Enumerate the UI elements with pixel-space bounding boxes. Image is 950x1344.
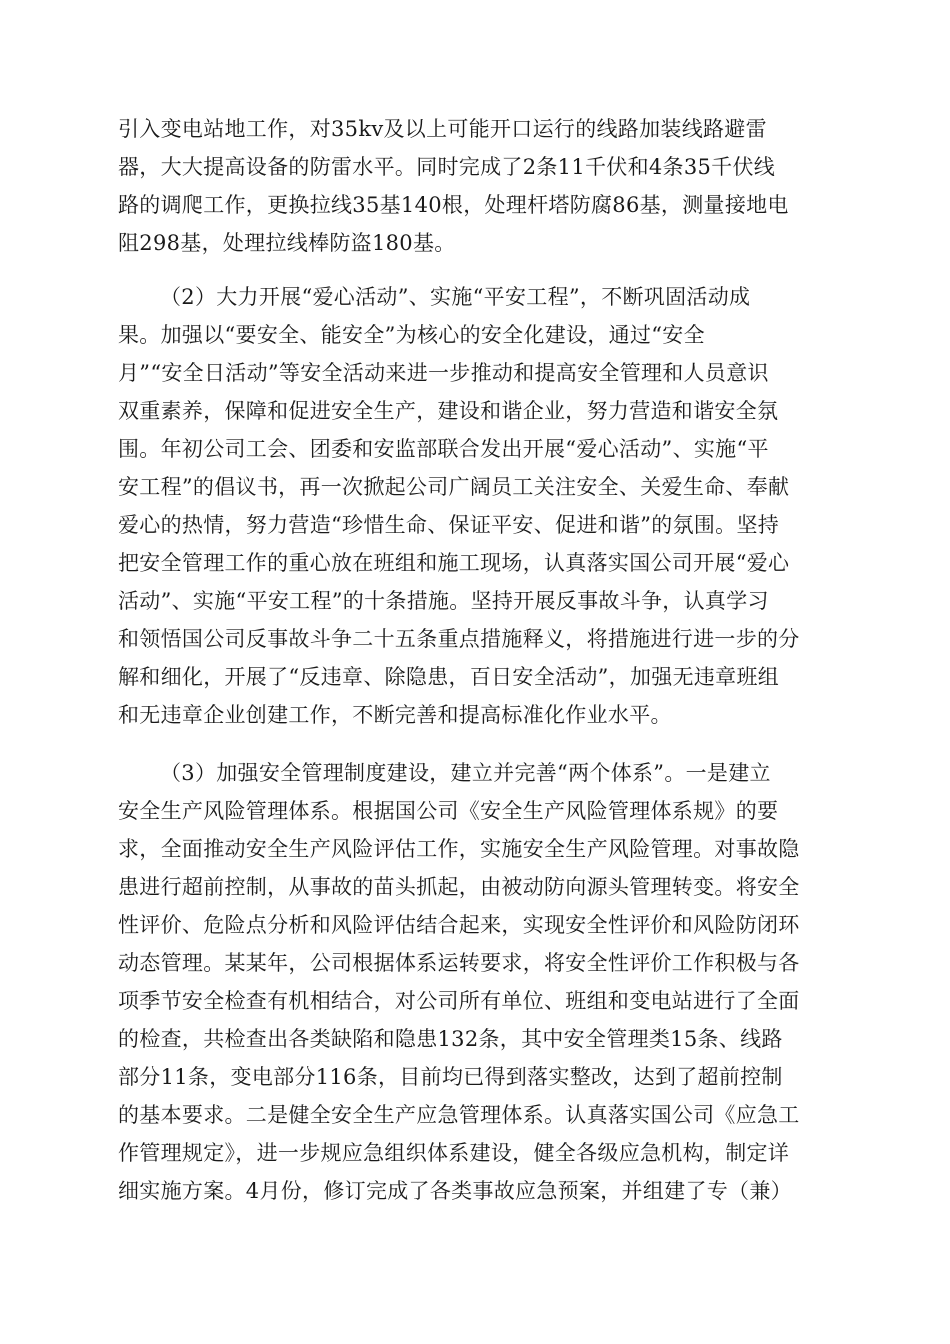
- text-line: 把安全管理工作的重心放在班组和施工现场，认真落实国公司开展“爱心: [118, 551, 790, 575]
- paragraph-3: [118, 754, 838, 1210]
- text-line: 项季节安全检查有机相结合，对公司所有单位、班组和变电站进行了全面: [118, 989, 800, 1013]
- text-line: 活动”、实施“平安工程”的十条措施。坚持开展反事故斗争，认真学习: [118, 589, 769, 613]
- text-line: 和无违章企业创建工作，不断完善和提高标准化作业水平。: [118, 703, 672, 727]
- text-line: 性评价、危险点分析和风险评估结合起来，实现安全性评价和风险防闭环: [118, 913, 800, 937]
- text-line: 的检查，共检查出各类缺陷和隐患132条，其中安全管理类15条、线路: [118, 1027, 783, 1051]
- text-line: 路的调爬工作，更换拉线35基140根，处理杆塔防腐86基，测量接地电: [118, 193, 789, 217]
- text-line: 求，全面推动安全生产风险评估工作，实施安全生产风险管理。对事故隐: [118, 837, 800, 861]
- text-line: 月”“安全日活动”等安全活动来进一步推动和提高安全管理和人员意识: [118, 361, 769, 385]
- text-line: 引入变电站地工作，对35kv及以上可能开口运行的线路加装线路避雷: [118, 117, 767, 141]
- text-line: （2）大力开展“爱心活动”、实施“平安工程”，不断巩固活动成: [160, 285, 751, 309]
- text-line: 患进行超前控制，从事故的苗头抓起，由被动防向源头管理转变。将安全: [118, 875, 800, 899]
- text-line: 围。年初公司工会、团委和安监部联合发出开展“爱心活动”、实施“平: [118, 437, 769, 461]
- text-line: 安工程”的倡议书，再一次掀起公司广阔员工关注安全、关爱生命、奉献: [118, 475, 790, 499]
- text-line: 动态管理。某某年，公司根据体系运转要求，将安全性评价工作积极与各: [118, 951, 800, 975]
- text-line: 解和细化，开展了“反违章、除隐患，百日安全活动”，加强无违章班组: [118, 665, 780, 689]
- text-line: 阻298基，处理拉线棒防盗180基。: [118, 231, 456, 255]
- text-line: 双重素养，保障和促进安全生产，建设和谐企业，努力营造和谐安全氛: [118, 399, 779, 423]
- text-line: 果。加强以“要安全、能安全”为核心的安全化建设，通过“安全: [118, 323, 705, 347]
- text-line: （3）加强安全管理制度建设，建立并完善“两个体系”。一是建立: [160, 761, 771, 785]
- text-line: 安全生产风险管理体系。根据国公司《安全生产风险管理体系规》的要: [118, 799, 779, 823]
- text-line: 爱心的热情，努力营造“珍惜生命、保证平安、促进和谐”的氛围。坚持: [118, 513, 780, 537]
- text-line: 细实施方案。4月份，修订完成了各类事故应急预案，并组建了专（兼）: [118, 1179, 792, 1203]
- paragraph-2: [118, 278, 838, 734]
- text-line: 作管理规定》，进一步规应急组织体系建设，健全各级应急机构，制定详: [118, 1141, 790, 1165]
- text-line: 部分11条，变电部分116条，目前均已得到落实整改，达到了超前控制: [118, 1065, 783, 1089]
- paragraph-1: [118, 110, 838, 262]
- text-line: 器，大大提高设备的防雷水平。同时完成了2条11千伏和4条35千伏线: [118, 155, 776, 179]
- text-line: 的基本要求。二是健全安全生产应急管理体系。认真落实国公司《应急工: [118, 1103, 800, 1127]
- text-line: 和领悟国公司反事故斗争二十五条重点措施释义，将措施进行进一步的分: [118, 627, 800, 651]
